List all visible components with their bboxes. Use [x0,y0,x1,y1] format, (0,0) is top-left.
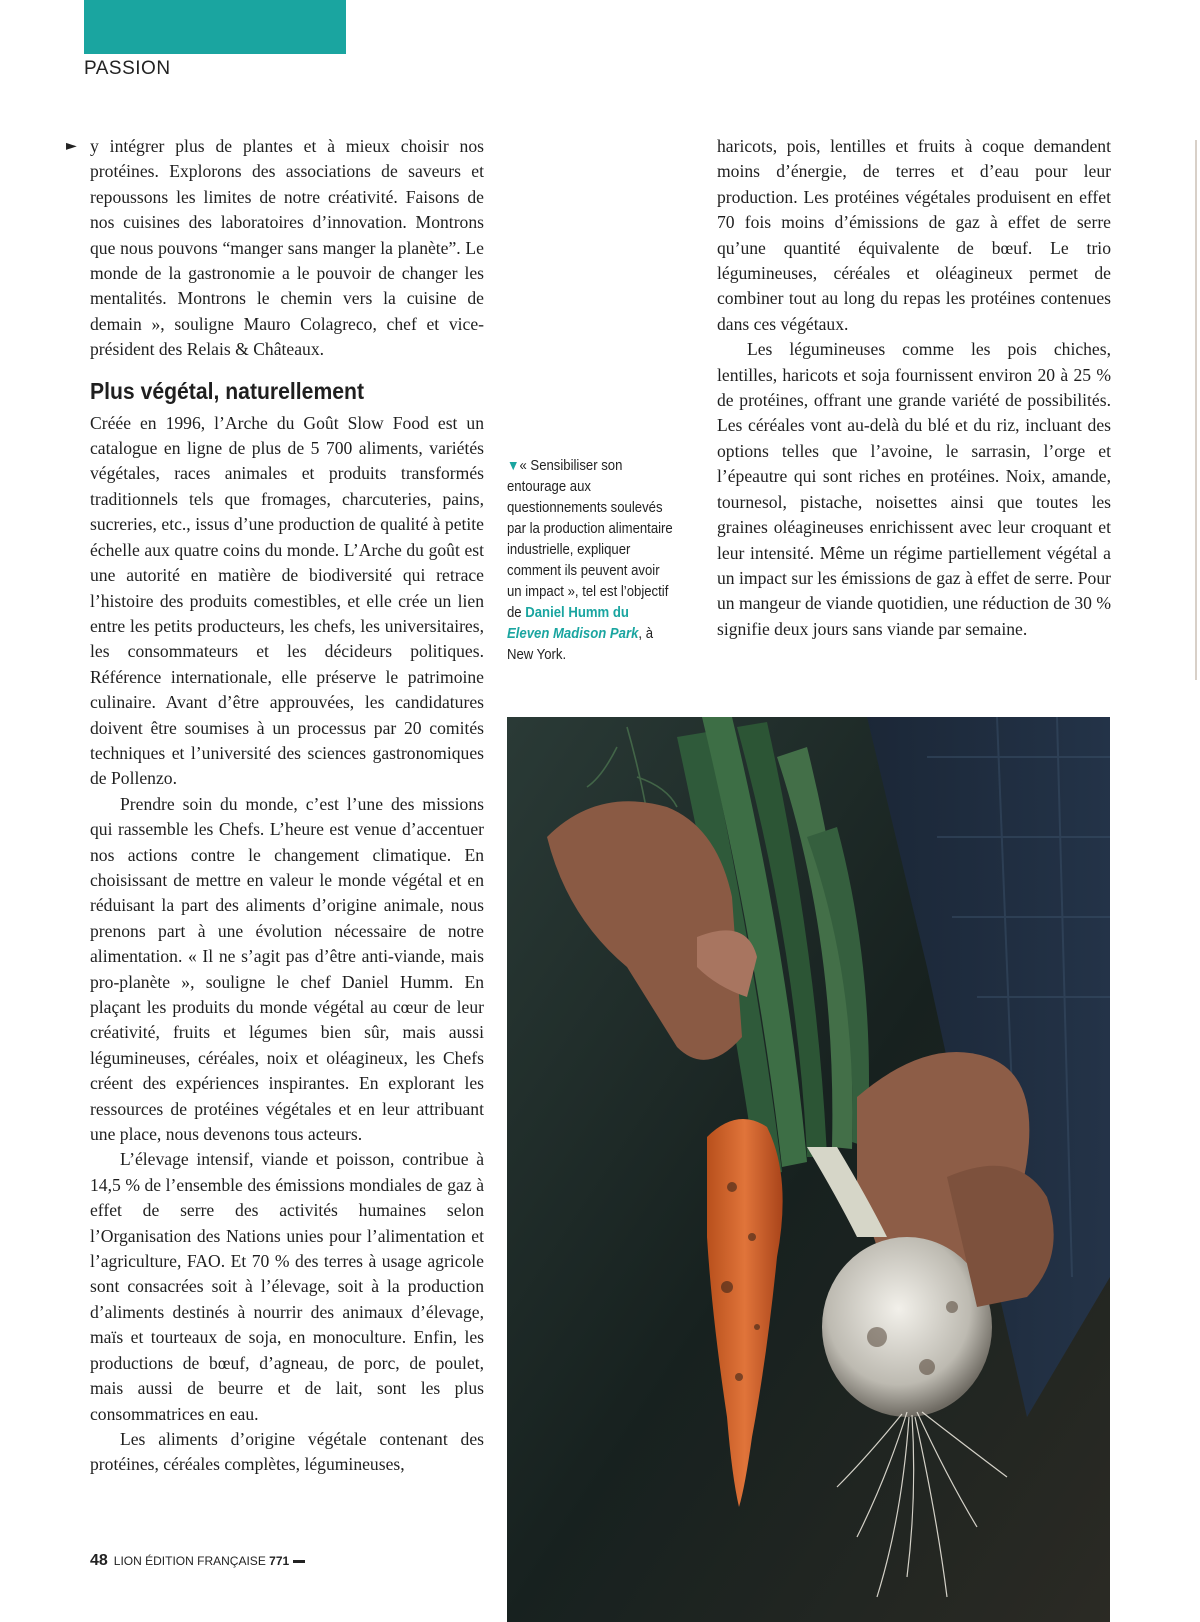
section-label: PASSION [84,58,171,79]
right-column [717,134,1111,642]
page-number: 48 [90,1552,108,1569]
caption-end: , à New York. [507,626,654,663]
page-footer [90,1552,305,1570]
right-paragraph-2: Les légumineuses comme les pois chiches, lentilles, haricots et soja fournissent environ 20 à 25 % de protéines, offrant une grande variété de possibilités. Les céréales vont au-delà du blé et du riz, incluant des options telles que l’avoine, le sarrasin, l’orge et l’épeautre qui sont riches en protéines. Noix, amande, tournesol, pistache, noisettes ainsi que toutes les graines oléagineuses enrichissent avec leur croquant et leur intensité. Même un régime partiellement végétal a un impact sur les émissions de gaz à effet de serre. Pour un mangeur de viande quotidien, une réduction de 30 % signifie deux jours sans viande par semaine. [717,339,1111,639]
photo-caption [507,455,674,666]
left-paragraph-4: L’élevage intensif, viande et poisson, contribue à 14,5 % de l’ensemble des émissions mondiales de gaz à effet de serre des activités humaines selon l’Organisation des Nations unies pour l’alimentation et l’agriculture, FAO. Et 70 % des terres à usage agricole sont consacrées soit à l’élevage, soit à la production d’aliments destinés à nourrir des animaux d’élevage, maïs et tourteaux de soja, en monoculture. Enfin, les productions de bœuf, d’agneau, de porc, de poulet, mais aussi de beurre et de lait, sont les plus consommatrices en eau. [90,1149,484,1424]
left-paragraph-3: Prendre soin du monde, c’est l’une des missions qui rassemble les Chefs. L’heure est venue d’accentuer nos actions contre le changement climatique. En choisissant de mettre en valeur le monde végétal et en réduisant la part des aliments d’origine animale, nous prenons part à une évolution nécessaire de notre alimentation. « Il ne s’agit pas d’être anti-viande, mais pro-planète », souligne le chef Daniel Humm. En plaçant les produits du monde végétal au cœur de leur créativité, fruits et légumes bien sûr, mais aussi légumineuses, céréales, noix et oléagineux, les Chefs créent des expériences inspirantes. En explorant les ressources de protéines végétales et en leur attribuant une place, nous devenons tous acteurs. [90,793,484,1145]
left-column [90,134,484,1478]
continuation-arrow-icon: ► [66,138,77,154]
page-edge-shadow [1195,140,1197,680]
caption-quote: « Sensibiliser son entourage aux questionnements soulevés par la production alimentaire industrielle, expliquer comment ils peuvent avoir un impact », tel est l’objectif de [507,458,673,621]
caption-restaurant: Eleven Madison Park [507,626,639,642]
caption-chef-name: Daniel Humm du Eleven Madison Park [507,605,639,642]
publication-name: LION ÉDITION FRANÇAISE [113,1554,266,1568]
caption-pointer-icon: ▼ [507,457,520,473]
hands-holding-vegetables-illustration [507,717,1110,1622]
issue-number: 771 [269,1554,290,1568]
section-heading: Plus végétal, naturellement [90,377,365,404]
right-paragraph-1: haricots, pois, lentilles et fruits à coque demandent moins d’énergie, de terres et d’eau pour leur production. Les protéines végétales produisent en effet 70 fois moins d’émissions de gaz à effet de serre qu’une quantité équivalente de bœuf. Le trio légumineuses, céréales et oléagineux permet de combiner tout au long du repas les protéines contenues dans ces végétaux. [717,136,1111,334]
left-paragraph-2: Créée en 1996, l’Arche du Goût Slow Food est un catalogue en ligne de plus de 5 700 aliments, variétés végétales, races animales et produits transformés traditionnels tels que fromages, charcuteries, pains, sucreries, etc., issus d’une production de qualité à petite échelle aux quatre coins du monde. L’Arche du goût est une autorité en matière de biodiversité qui retrace l’histoire des produits comestibles, et elle crée un lien entre les petits producteurs, les chefs, les universitaires, les consommateurs et les décideurs politiques. Référence internationale, elle préserve le patrimoine culinaire. Avant d’être approuvées, les candidatures doivent être soumises à un processus par 20 comités techniques et l’université des sciences gastronomiques de Pollenzo. [90,412,484,789]
header-color-bar [84,0,346,54]
left-paragraph-5: Les aliments d’origine végétale contenant des protéines, céréales complètes, légumineuses, [90,1428,484,1475]
footer-dash [293,1560,305,1563]
left-paragraph-1: y intégrer plus de plantes et à mieux choisir nos protéines. Explorons des associations de saveurs et repoussons les limites de notre créativité. Faisons de nos cuisines des laboratoires d’innovation. Montrons que nous pouvons “manger sans manger la planète”. Le monde de la gastronomie a le pouvoir de changer les mentalités. Montrons le chemin vers la cuisine de demain », souligne Mauro Colagreco, chef et vice-président des Relais & Châteaux. [90,136,484,360]
vegetables-photo [507,717,1110,1622]
